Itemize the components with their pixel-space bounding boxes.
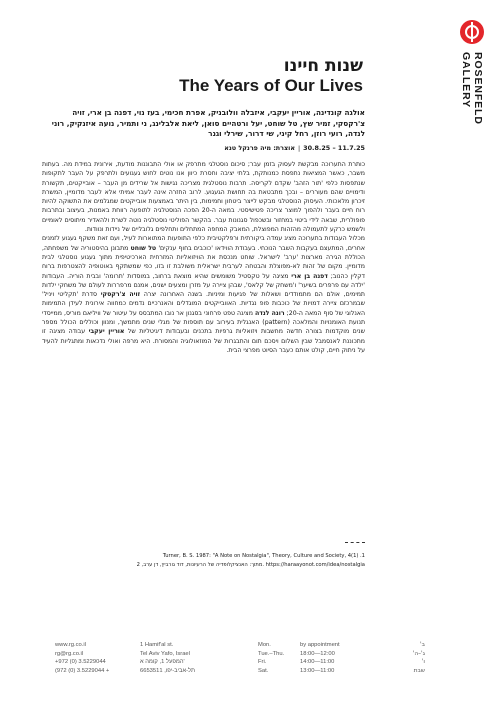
footer-address (140, 641, 220, 676)
artist-name-highlight: דפנה בן ארי (291, 272, 328, 280)
footer-address-line: המפעל 1, קומה א' (140, 659, 185, 666)
body-paragraph-1: כותרת התערוכה מבקשת לעסוק בזמן עבר; סיכום נוסטלגי מתרפק או אולי התבוננות מודעת, אירונית במידת מה. בעתות משבר, כאשר המציאות נתפסת כמנותקת, בלתי יציבה וחסרת כיוון אנו נוטים לחוש געגועים ולתרפק על העבר לתקופות שנתפסות כלפי 'תור הזהב' שקדם לקריסה. תרבות נוסטלגית מצריכה נגישות אל שרידים מן העבר – אובייקטים, תקשורת ודימויים שהם מעוררים – ובכך מתבטאת בה תחושת הגעגוע. לרוב החזרה אינה לעבר אמיתי אלא לעבר מדומיין, המשרת זיכרון מלאכותי. העיסוק הנוסטלגי מבקש לייצר ביטחון וחמימות, בין היתר באמצעות אובייקטים שמגלמים את התשוקה להיות רוח חיים בעבר ולהפוך למוצר צריכה פטישיסטי. במאה ה-20 הפכה הנוסטלגיה לתופעה רווחת באמנות, בעיצוב ובתרבות פופולרית, שבאה לידי ביטוי במחזור ובשכפול סגנונות עבר. בהקשר הפוליטי נוסטלגיה נוטה לשרת ולהאדיר מיתוסים לאומיים ולשמש כרקע לתעמולה מהזהות המפוצלת, המאבק המחפה המתחלים ותחלפים גלובליים של ניידות ונוודות. (42, 161, 365, 234)
curatorial-text (42, 160, 365, 355)
exhibition-dates: 11.7.25 – 30.8.25 (303, 144, 365, 152)
footer-website-link[interactable]: www.rg.co.il (55, 642, 86, 648)
artist-name-highlight: אוריין יעקבי (88, 328, 125, 336)
footer-day: Sat. (258, 668, 269, 675)
footer-address-line: Tel Aviv Yafo, Israel (140, 650, 190, 657)
footer-hours (300, 641, 360, 676)
footer-address-line: תל-אביב-יפו, 6653511 (140, 668, 196, 675)
footer-address-line: 1 Hamif'al st. (140, 642, 174, 648)
footer-day: Fri. (258, 659, 267, 666)
footer-hours-row: 14:00—11:00 (300, 659, 335, 666)
footer-days-english (258, 641, 303, 676)
artist-list: אולגה קונדינה, אוריין יעקבי, איזבלה וולובניק, אפרת חכימי, בעז נוי, דפנה בן ארי, זויה צ'רקסקי, זמיר שץ, טל שוחט, יעל ורטהיים סואן, ליאת אלבלינג, ני ותמיר, נועה איזנקיק, רוני לנדה, רועי רוזן, רחל קיני, שי דרור, שירלי וגנר (51, 108, 365, 139)
footer-hours-row: 18:00—12:00 (300, 650, 335, 657)
footer-hours-row: 13:00—11:00 (300, 668, 335, 675)
artist-name-highlight: טל שוחט (130, 244, 157, 252)
curator-credit: אוצרת: מיה פרנקל טנא (224, 144, 295, 152)
footer-email-link[interactable]: rg@rg.co.il (55, 650, 84, 657)
artist-name-highlight: זויה צ'רקסקי (100, 291, 141, 299)
footnote-1: Turner, B. S. 1987: "A Note on Nostalgia", Theory, Culture and Society, 4(1) .1 (162, 553, 365, 559)
footer-phone-alt: (972 (0) 3.5229044 + (55, 668, 110, 675)
artist-name-highlight: רונה לנדה (254, 309, 285, 317)
gallery-logo-icon (460, 20, 484, 44)
gallery-brand-name: ROSENFELD GALLERY (460, 52, 484, 125)
footer-contact (55, 641, 140, 676)
exhibition-title-english: The Years of Our Lives (179, 76, 363, 95)
footer-day-he: ב' (420, 642, 425, 648)
footer-day-he: שבת (413, 668, 425, 675)
exhibition-title-hebrew: שנות חיינו (283, 56, 363, 76)
footer-day-he: ו' (421, 659, 425, 666)
meta-separator: | (298, 144, 301, 152)
footer-days-hebrew (365, 641, 425, 676)
exhibition-meta (150, 144, 365, 153)
footer-day: Tue.–Thu. (258, 650, 285, 657)
footer-day: Mon. (258, 642, 271, 648)
body-paragraph-2: מכלול העבודות בתערוכה מציג עמדה ביקורתית ורפלקטיבית כלפי התופעות המתוארות לעיל, ועם זאת משקף געגוע לזמנים אחרים, המתעצם בעקבות השבר הנוכחי. בעבודת הווידאו 'כוכבים בחוף ענקים' טל שוחט מתבונן בהיסטוריה של משפחתה, הכוללת הגירה מארצות 'ערב' לישראל. שוחט מנכסת את הוויזואליות המזרחית הארכיטיפית מתוך געגוע נוסטלגי לבית מדומיין. מקום של זהות לא-מפוצלת והבטחה לערבית ישראלית משולבת זו בזו, כפי שמשתקף באוטופיה להצטרפות ברוח דקלין כהנוב; דפנה בן ארי מציגה על טקסטיל משומשים שהיא מוצאת ברחוב, במוסדות 'תרומה' ובבית הוריה. העבודות 'ילדה עם פרפרים בשיער' ו'משחק של קלאס', שבהן ציירה על מזרן ומצעים ישנים, אמנם מרפררות לעולם של משחקי ילדות תמימים, אולם הם מתמודדים ושאלות של פגיעות ומיניות. בשנה האחרונה יצרה זויה צ'רקסקי סדרת 'תקליטי ויניל' שבמרכזם ציירה דמויות של כוכבות פופ נגדיות. האוובייקטים המוגדלים והאנרכיים נדמים כמחווה אירונית לעידן התמימות האנלוגי של סוף המאה ה-20; רונה לנדה מציגה טפט פרחוני בסגנון אר נובו המתבסס על עיטור של וויליאם מוריס, ממייסדי תנועת האומנויות והמלאכה (pattern) האנגלית בעירוב עם תוספות של מגלי שנים מתמשך, ומנוון וכוללים הכולל מספר שנים מוקדמות בצורה חדשה מחשבות ויזואליות גרפיות בתכנים ובעבודות דיגיטליות של אוריין יעקבי עבודה מציגה זו מתכוננת לאנסמבל שבין השלום ויסכם תום והתבגרות של המוזאולוגיה והמסורת. היא מרפה ואולי נדכאות ומתגליות להעיד על ניתוק חיים, קולט אותם כעבר הסיוט מפרצי הבית. (42, 235, 366, 354)
footer-day-he: ג'–ה' (412, 650, 425, 657)
footnote-2: https://haraayonot.com/idea/nostalgia .מתוך: האנציקלופדיה של הרעיונות, דוד גורביץ, דן ערב, 2 (136, 562, 365, 568)
footer-phone: +972 (0) 3.5229044 (55, 659, 106, 666)
footnote-divider (345, 542, 365, 545)
footer-hours-row: by appointment (300, 642, 340, 648)
